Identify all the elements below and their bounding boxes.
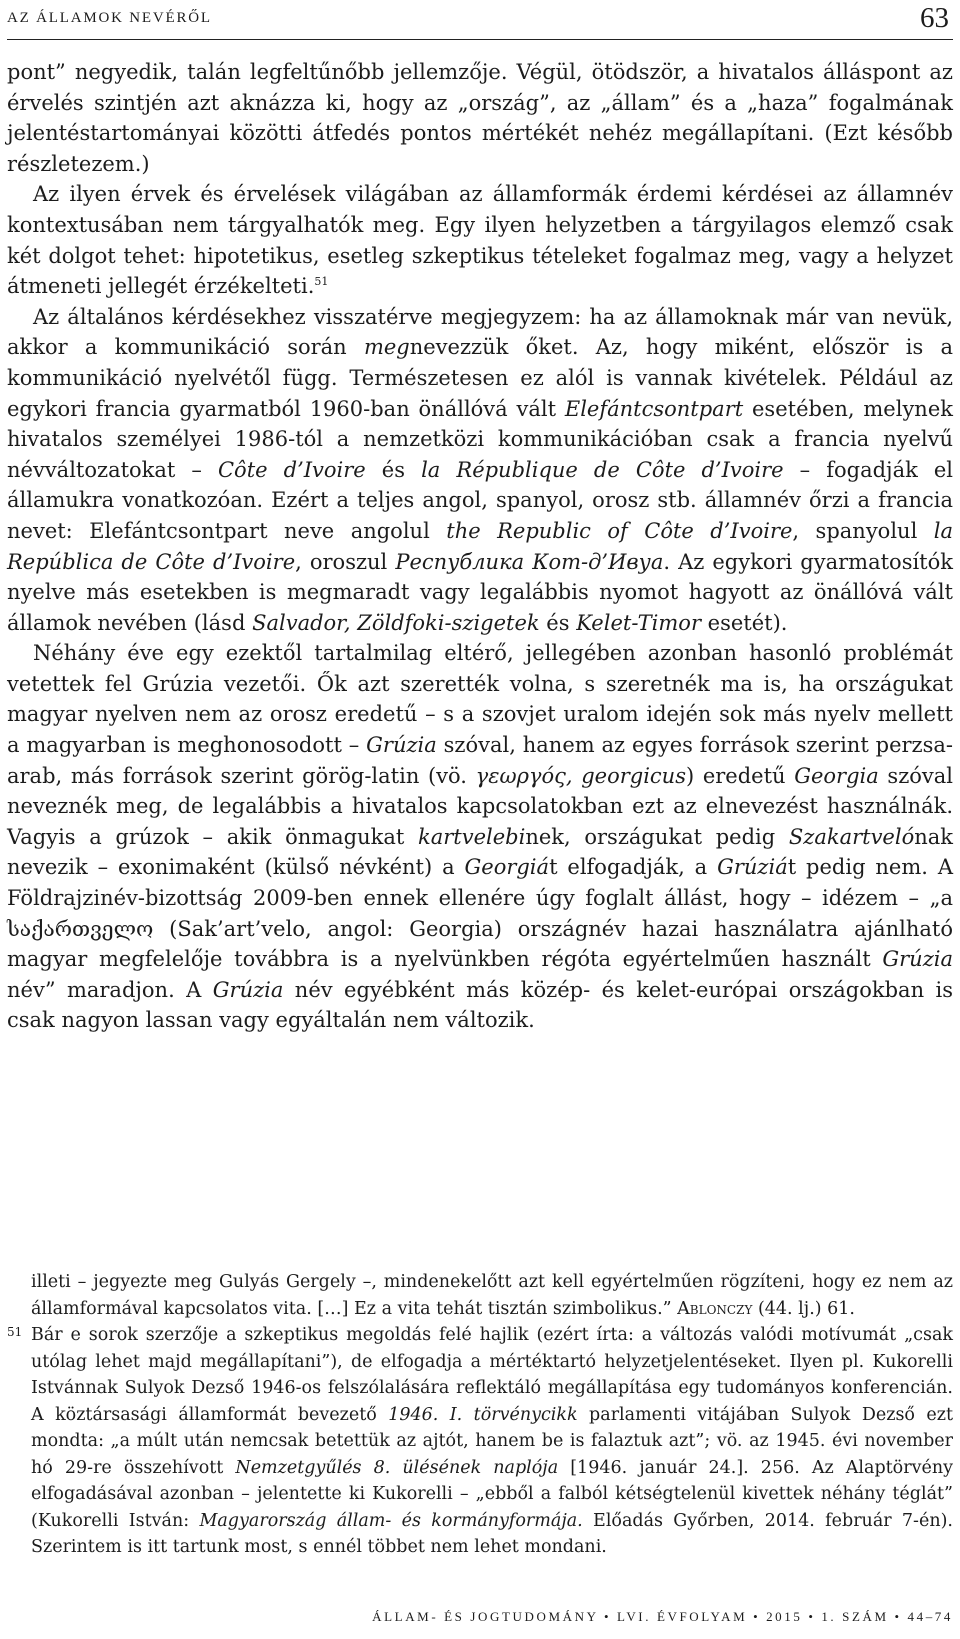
italic-text: Grúzia	[366, 733, 437, 758]
text-run: nak nevezik – exonimaként (külső névként) a	[7, 824, 953, 880]
text-run: név” maradjon. A	[7, 977, 213, 1002]
text-run: , oroszul	[295, 549, 396, 574]
footnote-list	[7, 1322, 953, 1561]
text-run: Bár e sorok szerzője a szkeptikus megoldás felé hajlik (ezért írta: a változás valódi motívumát „csak utólag lehet majd megállapítani”), de elfogadja a mértéktartó helyzetjelentéseket. Ilyen pl. Kukorelli Istvánnak Sulyok Dezső 1946-os felszólalására reflektáló megállapítása egy tudományos konferencián. A köztársasági államformát bevezető	[31, 1325, 953, 1425]
footnote	[7, 1322, 953, 1561]
italic-text: Côte d’Ivoire	[217, 457, 366, 482]
text-run: szóval, hanem az egyes források szerint perzsa-arab, más források szerint görög-latin (vö.	[7, 733, 953, 788]
italic-text: meg	[363, 335, 410, 360]
italic-text: Grúzia	[882, 947, 953, 972]
text-run: t elfogadják, a	[549, 855, 718, 880]
text-run: és	[365, 457, 422, 482]
text-run: (44. lj.) 61.	[752, 1298, 855, 1319]
text-run: Néhány éve egy ezektől tartalmilag eltérő, jellegében azonban hasonló problémát vetettek fel Grúzia vezetői. Ők azt szerették volna, s szeretnék ma is, ha országukat magyar nyelven nem az orosz eredetű – s a szovjet uralom idején sok más nyelv mellett a magyarban is meghonosodott –	[7, 641, 953, 758]
footnote-ref: 51	[314, 275, 329, 289]
paragraph	[7, 302, 953, 639]
text-run: név egyébként más közép- és kelet-európai országokban is csak nagyon lassan vagy egyáltalán nem változik.	[7, 977, 953, 1033]
text-run: nek, országukat pedig	[525, 824, 789, 849]
italic-text: Grúziá	[717, 855, 788, 880]
text-run: Előadás Győrben, 2014. február 7-én). Szerintem is itt tartunk most, s ennél többet nem lehet mondani.	[31, 1510, 953, 1557]
paragraph	[7, 179, 953, 301]
body-text	[7, 57, 953, 1036]
page-footer: ÁLLAM- ÉS JOGTUDOMÁNY • LVI. ÉVFOLYAM • 2015 • 1. SZÁM • 44–74	[372, 1609, 953, 1624]
text-run: pont” negyedik, talán legfeltűnőbb jellemzője. Végül, ötödször, a hivatalos álláspont az érvelés szintjén azt aknázza ki, hogy az „ország”, az „állam” és a „haza” fogalmának jelentéstartományai közötti átfedés pontos mértékét nehéz megállapítani. (Ezt később részletezem.)	[7, 60, 953, 176]
text-run: – fogadják el államukra vonatkozóan. Ezért a teljes angol, spanyol, orosz stb. államnév őrzi a francia nevet: Elefántcsontpart neve angolul	[7, 457, 954, 543]
italic-text: the Republic of Côte d’Ivoire	[446, 518, 793, 543]
paragraph	[7, 57, 953, 179]
text-run: , spanyolul	[792, 518, 934, 543]
italic-text: Elefántcsontpart	[564, 396, 744, 421]
text-run: illeti – jegyezte meg Gulyás Gergely –, mindenekelőtt azt kell egyértelműen rögzíteni, hogy ez nem az államformával kapcsolatos vita. […] Ez a vita tehát tisztán szimbolikus.”	[31, 1272, 953, 1319]
italic-text: γεωργός, georgicus	[475, 763, 686, 788]
italic-text: Georgia	[794, 763, 879, 788]
text-run: Az általános kérdésekhez visszatérve megjegyzem: ha az államoknak már van nevük, akkor a kommunikáció során	[7, 304, 953, 360]
author-name: Ablonczy	[677, 1298, 753, 1319]
text-run: esetében, melynek hivatalos személyei 1986-tól a nemzetközi kommunikációban csak a francia nyelvű névváltozatokat –	[7, 396, 953, 482]
italic-text: Magyarország állam- és kormányformája.	[199, 1510, 583, 1531]
page-number: 63	[920, 2, 949, 34]
text-run: és	[539, 610, 577, 635]
text-run: nevezzük őket. Az, hogy miként, először is a kommunikáció nyelvétől függ. Természetesen ez alól is vannak kivételek. Például az egykori francia gyarmatból 1960-ban önállóvá vált	[7, 335, 954, 421]
italic-text: la République de Côte d’Ivoire	[421, 457, 784, 482]
text-run: Az ilyen érvek és érvelések világában az államformák érdemi kérdései az államnév kontextusában nem tárgyalhatók meg. Egy ilyen helyzetben a tárgyilagos elemző csak két dolgot tehet: hipotetikus, esetleg szkeptikus tételeket fogalmaz meg, vagy a helyzet átmeneti jellegét érzékelteti.	[7, 182, 953, 299]
italic-text: Республика Кот-д’Ивуа	[395, 549, 664, 574]
running-title: AZ ÁLLAMOK NEVÉRŐL	[7, 10, 212, 26]
italic-text: Salvador, Zöldfoki-szigetek	[252, 610, 540, 635]
footnote-number: 51	[7, 1325, 23, 1339]
italic-text: la República de Côte d’Ivoire	[7, 518, 953, 574]
text-run: szóval neveznék meg, de legalábbis a hivatalos kapcsolatokban ezt az elnevezést használnák. Vagyis a grúzok – akik önmagukat	[7, 763, 954, 849]
running-header	[7, 2, 953, 40]
paragraph	[7, 638, 953, 1036]
italic-text: Georgiá	[464, 855, 550, 880]
text-run: ) eredetű	[685, 763, 795, 788]
text-run: esetét).	[701, 610, 788, 635]
italic-text: kartvelebi	[418, 824, 526, 849]
text-run: [1946. január 24.]. 256. Az Alaptörvény elfogadásával azonban – jelentette ki Kukorelli – „ebből a falból kétségtelenül kivettek néhány téglát” (Kukorelli István:	[31, 1457, 953, 1531]
text-run: . Az egykori gyarmatosítók nyelve más esetekben is megmaradt vagy legalábbis nyomot hagyott az önállóvá vált államok nevében (lásd	[7, 549, 953, 635]
italic-text: Nemzetgyűlés 8. ülésének naplója	[235, 1457, 559, 1478]
italic-text: Grúzia	[212, 977, 284, 1002]
text-run: t pedig nem. A Földrajzinév-bizottság 2009-ben ennek ellenére úgy foglalt állást, hogy – idézem – „a საქართველო (Sak’art’velo, angol: Georgia) országnév hazai használatra ajánlható magyar megfelelője továbbra is a nyelvünkben régóta egyértelműen használt	[7, 855, 953, 972]
italic-text: Kelet-Timor	[576, 610, 701, 635]
footnote-continuation	[7, 1269, 953, 1322]
italic-text: Szakartveló	[788, 824, 915, 849]
italic-text: 1946. I. törvénycikk	[388, 1404, 578, 1425]
footnotes	[7, 1269, 953, 1561]
text-run: parlamenti vitájában Sulyok Dezső ezt mondta: „a múlt után nemcsak betettük az ajtót, hanem be is falaztuk azt”; vö. az 1945. évi november hó 29-re összehívott	[31, 1404, 954, 1478]
